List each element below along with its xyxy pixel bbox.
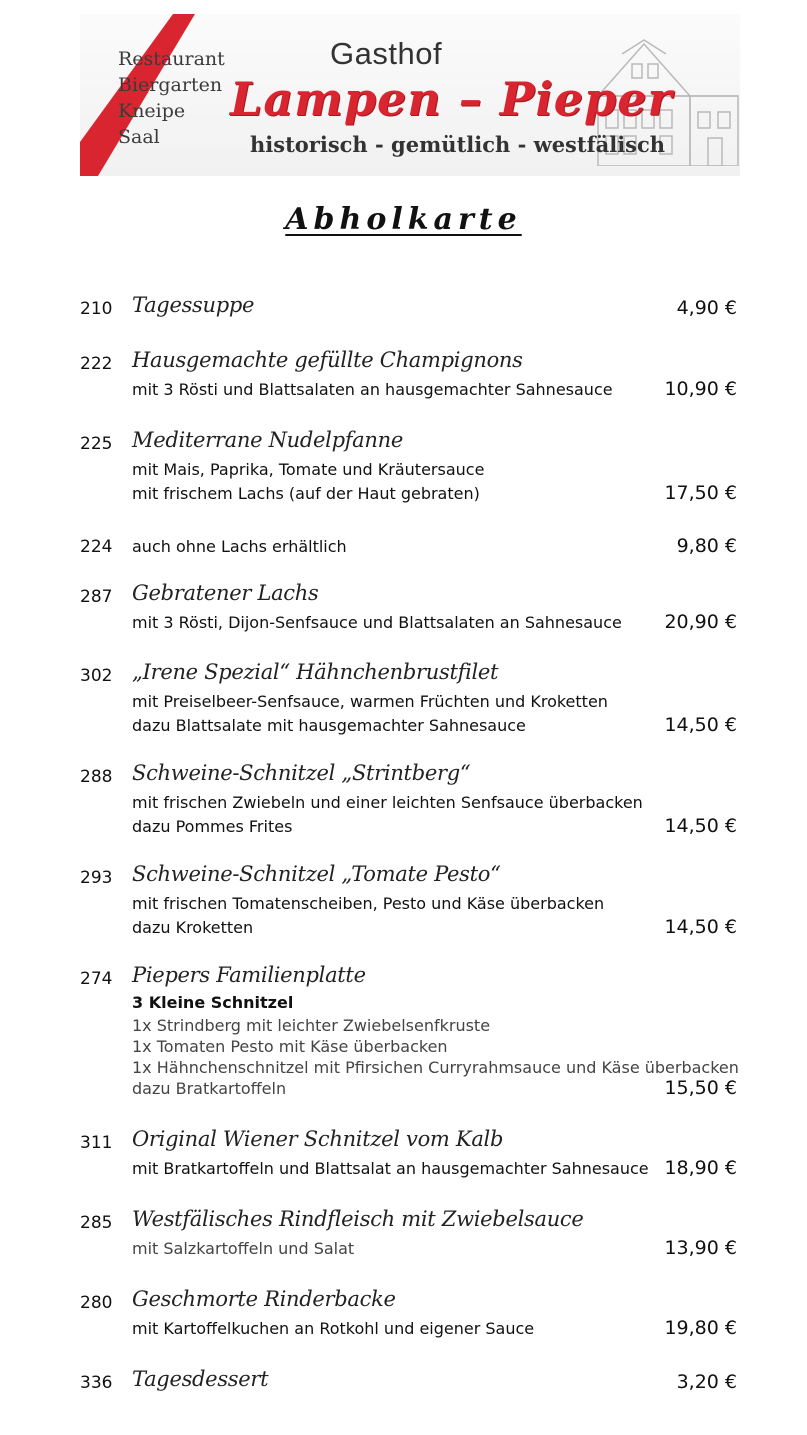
item-price: 13,90 € — [664, 1237, 737, 1259]
item-name: Original Wiener Schnitzel vom Kalb — [132, 1127, 504, 1151]
side-label-kneipe: Kneipe — [118, 100, 186, 122]
side-label-biergarten: Biergarten — [118, 74, 223, 96]
item-name: Westfälisches Rindfleisch mit Zwiebelsauce — [132, 1207, 584, 1231]
item-price: 15,50 € — [664, 1077, 737, 1099]
item-description: dazu Blattsalate mit hausgemachter Sahnesauce — [132, 716, 526, 735]
item-description: mit frischem Lachs (auf der Haut gebraten) — [132, 484, 480, 503]
item-price: 14,50 € — [664, 815, 737, 837]
brand-name: Lampen – Pieper — [230, 72, 673, 126]
item-price: 19,80 € — [664, 1317, 737, 1339]
item-name: Geschmorte Rinderbacke — [132, 1287, 396, 1311]
item-description: mit 3 Rösti, Dijon-Senfsauce und Blattsalaten an Sahnesauce — [132, 613, 622, 632]
item-name: Schweine-Schnitzel „Strintberg“ — [132, 761, 471, 785]
item-description: 1x Tomaten Pesto mit Käse überbacken — [132, 1037, 448, 1056]
restaurant-logo-banner — [80, 14, 740, 176]
slogan: historisch - gemütlich - westfälisch — [250, 132, 666, 157]
item-price: 20,90 € — [664, 611, 737, 633]
item-number: 302 — [80, 666, 113, 686]
item-description: mit Mais, Paprika, Tomate und Kräutersauce — [132, 460, 485, 479]
item-name: Hausgemachte gefüllte Champignons — [132, 348, 523, 372]
item-number: 285 — [80, 1213, 113, 1233]
item-name: Tagesdessert — [132, 1367, 269, 1391]
item-name: Mediterrane Nudelpfanne — [132, 428, 403, 452]
item-number: 293 — [80, 868, 113, 888]
item-name: Piepers Familienplatte — [132, 963, 366, 987]
side-label-saal: Saal — [118, 126, 160, 148]
item-description: mit frischen Tomatenscheiben, Pesto und Käse überbacken — [132, 894, 605, 913]
item-number: 274 — [80, 969, 113, 989]
item-price: 3,20 € — [676, 1371, 737, 1393]
item-number: 311 — [80, 1133, 113, 1153]
item-description: mit frischen Zwiebeln und einer leichten Senfsauce überbacken — [132, 793, 643, 812]
item-description: mit Kartoffelkuchen an Rotkohl und eigener Sauce — [132, 1319, 535, 1338]
item-price: 17,50 € — [664, 482, 737, 504]
item-name: Gebratener Lachs — [132, 581, 319, 605]
item-description: mit Preiselbeer-Senfsauce, warmen Früchten und Kroketten — [132, 692, 608, 711]
page-title: Abholkarte — [285, 202, 522, 237]
item-description: mit 3 Rösti und Blattsalaten an hausgemachter Sahnesauce — [132, 380, 613, 399]
item-price: 10,90 € — [664, 378, 737, 400]
side-label-restaurant: Restaurant — [118, 48, 225, 70]
item-description: auch ohne Lachs erhältlich — [132, 537, 347, 556]
item-description: mit Bratkartoffeln und Blattsalat an hausgemachter Sahnesauce — [132, 1159, 649, 1178]
item-number: 336 — [80, 1373, 113, 1393]
item-price: 14,50 € — [664, 714, 737, 736]
item-subtitle: 3 Kleine Schnitzel — [132, 993, 294, 1012]
item-number: 222 — [80, 354, 113, 374]
item-name: Tagessuppe — [132, 293, 255, 317]
item-description: mit Salzkartoffeln und Salat — [132, 1239, 355, 1258]
item-number: 280 — [80, 1293, 113, 1313]
item-name: „Irene Spezial“ Hähnchenbrustfilet — [132, 660, 499, 684]
item-description: 1x Strindberg mit leichter Zwiebelsenfkruste — [132, 1016, 491, 1035]
gasthof-label: Gasthof — [330, 36, 443, 71]
item-number: 225 — [80, 434, 113, 454]
item-number: 288 — [80, 767, 113, 787]
item-description: dazu Kroketten — [132, 918, 254, 937]
item-description: dazu Bratkartoffeln — [132, 1079, 287, 1098]
item-description: 1x Hähnchenschnitzel mit Pfirsichen Curryrahmsauce und Käse überbacken — [132, 1058, 739, 1077]
item-price: 18,90 € — [664, 1157, 737, 1179]
item-price: 9,80 € — [676, 535, 737, 557]
item-number: 210 — [80, 299, 113, 319]
item-number: 224 — [80, 537, 113, 557]
item-number: 287 — [80, 587, 113, 607]
item-description: dazu Pommes Frites — [132, 817, 293, 836]
item-price: 14,50 € — [664, 916, 737, 938]
item-price: 4,90 € — [676, 297, 737, 319]
item-name: Schweine-Schnitzel „Tomate Pesto“ — [132, 862, 501, 886]
